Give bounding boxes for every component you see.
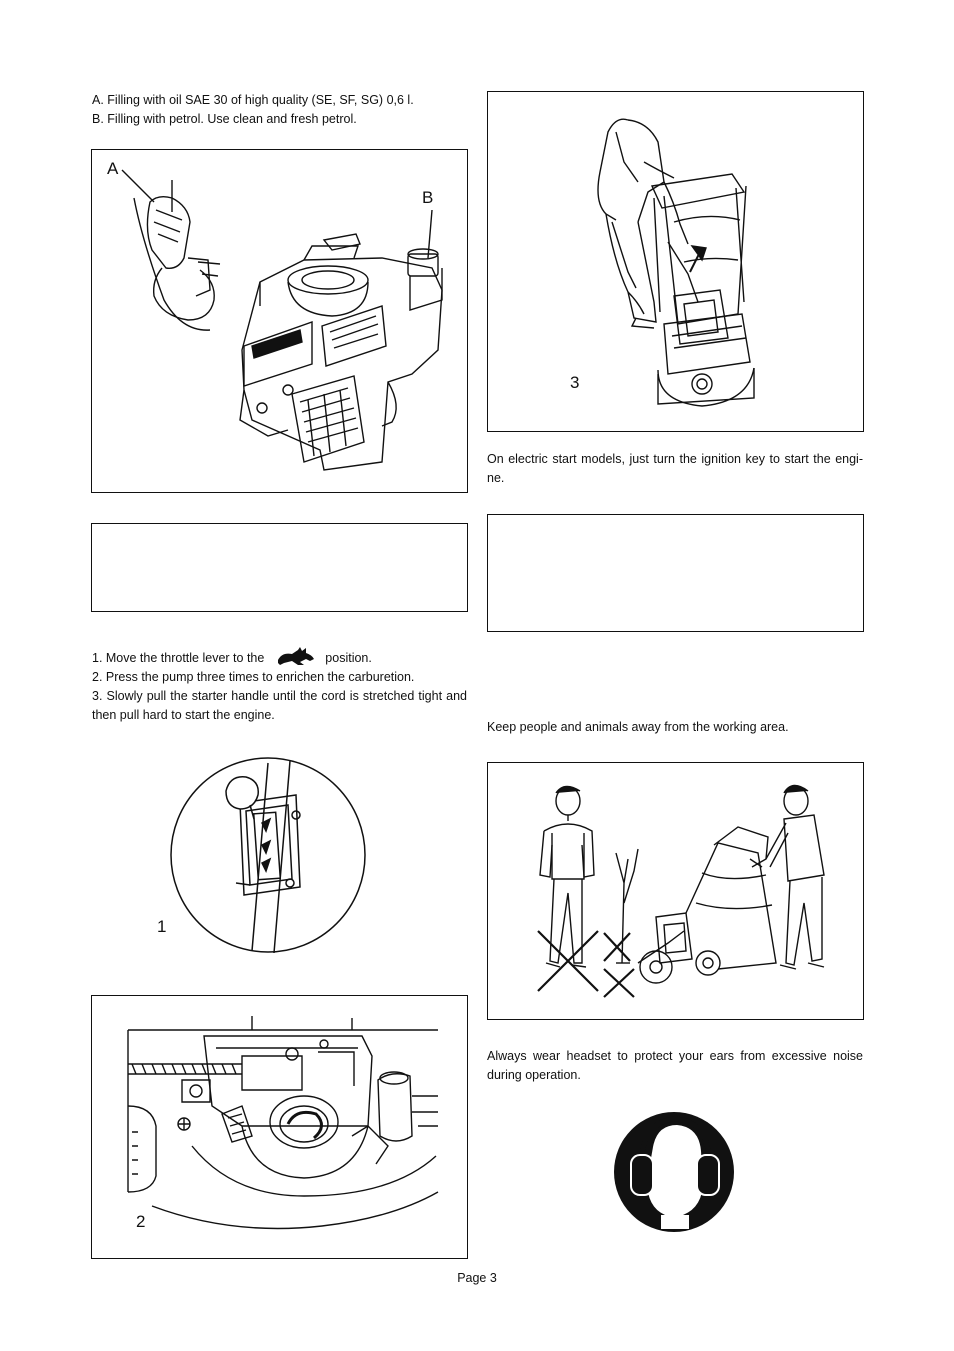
- figure-label-b: B: [422, 188, 434, 207]
- step-1-suffix: position.: [325, 651, 372, 665]
- carburetor-pump-illustration: [92, 996, 467, 1258]
- note-box-left: [91, 523, 468, 612]
- engine-filling-illustration: [92, 150, 467, 492]
- ear-protection-icon: [613, 1111, 735, 1233]
- step-2: 2. Press the pump three times to enrichen the carburetion.: [92, 670, 415, 684]
- figure-pull-starter: [487, 91, 864, 432]
- petrol-fill-line: B. Filling with petrol. Use clean and fresh petrol.: [92, 112, 357, 126]
- step-3: 3. Slowly pull the starter handle until the cord is stretched tight and then pull hard to start the engine.: [92, 689, 467, 722]
- oil-fill-instruction: [92, 91, 467, 129]
- figure-throttle-lever: [150, 755, 390, 955]
- start-steps: [92, 646, 467, 725]
- figure-label-a: A: [107, 159, 119, 178]
- oil-fill-line: A. Filling with oil SAE 30 of high quality (SE, SF, SG) 0,6 l.: [92, 93, 414, 107]
- page-number: Page 3: [457, 1271, 497, 1285]
- figure-engine-filling: [91, 149, 468, 493]
- pull-starter-illustration: [488, 92, 863, 431]
- figure-label-3: 3: [570, 373, 580, 392]
- figure-keep-away: [487, 762, 864, 1020]
- keep-away-note: Keep people and animals away from the working area.: [487, 720, 789, 734]
- electric-start-note: On electric start models, just turn the ignition key to start the engi-ne.: [487, 452, 863, 485]
- step-1-text: 1. Move the throttle lever to the: [92, 651, 265, 665]
- headset-note: Always wear headset to protect your ears from excessive noise during operation.: [487, 1049, 863, 1082]
- keep-away-illustration: [488, 763, 863, 1019]
- throttle-lever-illustration: [150, 755, 390, 955]
- note-box-right: [487, 514, 864, 632]
- figure-label-1: 1: [157, 917, 167, 936]
- figure-label-2: 2: [136, 1212, 146, 1231]
- step-1: [92, 646, 467, 668]
- rabbit-fast-icon: [276, 646, 316, 666]
- figure-pump: [91, 995, 468, 1259]
